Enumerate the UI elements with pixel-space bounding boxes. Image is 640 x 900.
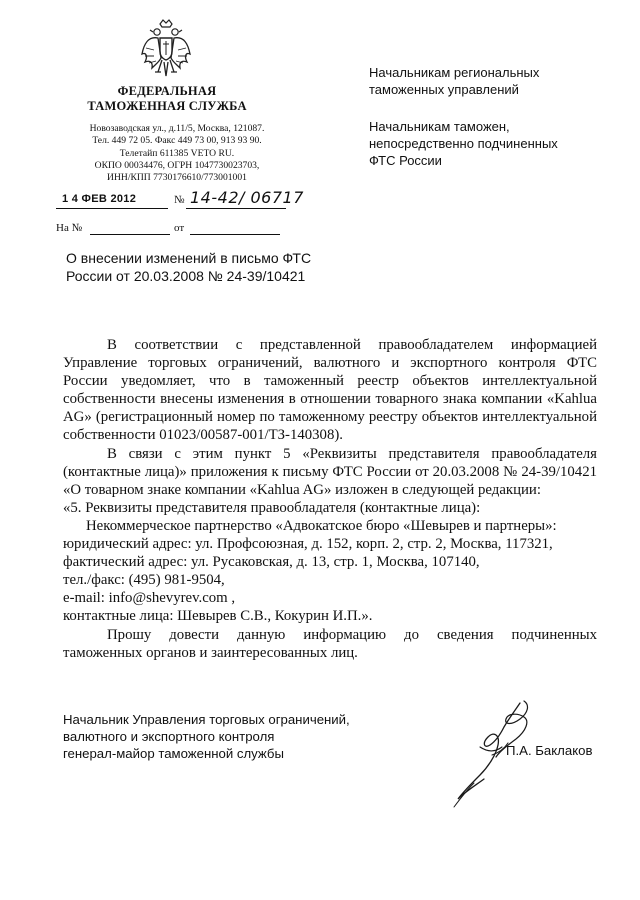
outgoing-date-stamp: 1 4 ФЕВ 2012 <box>62 193 137 205</box>
org-address-line1: Новозаводская ул., д.11/5, Москва, 121087. <box>89 123 265 134</box>
reference-date-blank <box>190 234 280 235</box>
org-okpo-line: ОКПО 00034476, ОГРН 1047730023703, <box>94 160 260 171</box>
addressee-customs-line1: Начальникам таможен, <box>369 119 510 134</box>
contact-email: e-mail: info@shevyrev.com , <box>63 590 236 606</box>
body-paragraph1-line: России уведомляет, что в таможенный реестр объектов интеллектуальной <box>63 373 597 389</box>
org-phone-line: Тел. 449 72 05. Факс 449 73 00, 913 93 90. <box>92 135 262 146</box>
outgoing-date-underline <box>56 208 168 209</box>
contact-actual-address: фактический адрес: ул. Русаковская, д. 13, стр. 1, Москва, 107140, <box>63 554 480 570</box>
contact-phone-fax: тел./факс: (495) 981-9504, <box>63 572 225 588</box>
body-paragraph2-line: «О товарном знаке компании «Kahlua AG» изложен в следующей редакции: <box>63 482 541 498</box>
reference-date-label: от <box>174 222 185 234</box>
subject-line2: России от 20.03.2008 № 24-39/10421 <box>66 268 306 284</box>
russian-coat-of-arms-icon <box>140 18 192 80</box>
body-paragraph3-line: Прошу довести данную информацию до сведения подчиненных <box>107 627 597 643</box>
body-paragraph1-line: собственности внесены изменения в отношении товарного знака компании «Kahlua <box>63 391 597 407</box>
subject-line1: О внесении изменений в письмо ФТС <box>66 250 312 266</box>
body-paragraph1-line: AG» (регистрационный номер по таможенному реестру объектов интеллектуальной <box>63 409 597 425</box>
outgoing-number-underline <box>186 208 286 209</box>
body-paragraph2-line: «5. Реквизиты представителя правообладателя (контактные лица): <box>63 500 481 516</box>
outgoing-number-sign: № <box>174 194 185 206</box>
signer-position-line1: Начальник Управления торговых ограничений, <box>63 712 350 727</box>
org-inn-line: ИНН/КПП 7730176610/773001001 <box>107 172 247 183</box>
contact-persons: контактные лица: Шевырев С.В., Кокурин И.П.». <box>63 608 373 624</box>
body-paragraph2-line: (контактные лица)» приложения к письму ФТС России от 20.03.2008 № 24-39/10421 <box>63 464 597 480</box>
contact-legal-address: юридический адрес: ул. Профсоюзная, д. 152, корп. 2, стр. 2, Москва, 117321, <box>63 536 553 552</box>
outgoing-number-handwritten: 14-42/ 06717 <box>190 188 304 207</box>
org-teletype-line: Телетайп 611385 VETO RU. <box>119 148 235 159</box>
signer-position-line2: валютного и экспортного контроля <box>63 729 275 744</box>
reference-number-label: На № <box>56 222 83 234</box>
body-paragraph1-line: Управление торговых ограничений, валютного и экспортного контроля ФТС <box>63 355 597 371</box>
reference-number-blank <box>90 234 170 235</box>
signatory-name: П.А. Баклаков <box>506 743 593 758</box>
body-paragraph2-line: В связи с этим пункт 5 «Реквизиты представителя правообладателя <box>107 446 597 462</box>
org-name-line1: ФЕДЕРАЛЬНАЯ <box>117 84 217 98</box>
org-name-line2: ТАМОЖЕННАЯ СЛУЖБА <box>87 99 247 113</box>
addressee-regional-line2: таможенных управлений <box>369 82 519 97</box>
body-paragraph3-line: таможенных органов и заинтересованных лиц. <box>63 645 358 661</box>
contact-org-name: Некоммерческое партнерство «Адвокатское бюро «Шевырев и партнеры»: <box>86 518 557 534</box>
signer-position-line3: генерал-майор таможенной службы <box>63 746 284 761</box>
addressee-customs-line3: ФТС России <box>369 153 442 168</box>
addressee-regional-line1: Начальникам региональных <box>369 65 540 80</box>
addressee-customs-line2: непосредственно подчиненных <box>369 136 558 151</box>
body-paragraph1-line: собственности 01023/00587-001/ТЗ-140308). <box>63 427 343 443</box>
body-paragraph1-line: В соответствии с представленной правообладателем информацией <box>107 337 597 353</box>
